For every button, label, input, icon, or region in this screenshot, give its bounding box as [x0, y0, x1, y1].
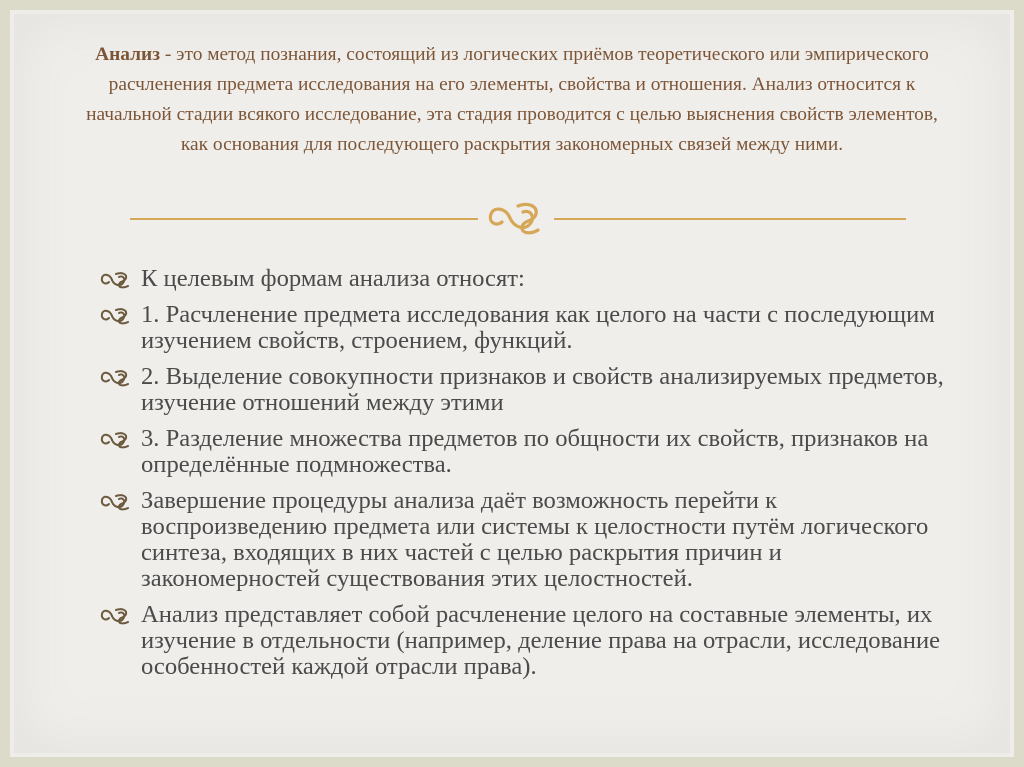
swirl-bullet-icon — [98, 270, 132, 290]
swirl-bullet-icon — [98, 306, 132, 326]
bullet-text: Анализ представляет собой расчленение целого на составные элементы, их изучение в отдельности (например, деление права на отрасли, исследование особенностей каждой отрасли права). — [141, 601, 941, 680]
title-term: Анализ — [95, 44, 161, 65]
swirl-bullet-icon — [98, 492, 132, 512]
slide-title — [84, 40, 940, 160]
bullet-text: К целевым формам анализа относят: — [141, 265, 525, 292]
bullet-list — [98, 266, 958, 690]
slide — [14, 14, 1010, 753]
bullet-text: 2. Выделение совокупности признаков и свойств анализируемых предметов, изучение отношений между этими — [141, 363, 944, 416]
bullet-item — [98, 426, 958, 478]
swirl-bullet-icon — [98, 430, 132, 450]
bullet-text: 3. Разделение множества предметов по общности их свойств, признаков на определённые подмножества. — [141, 425, 929, 478]
ornamental-divider — [130, 198, 906, 238]
bullet-item — [98, 488, 958, 592]
swirl-bullet-icon — [98, 606, 132, 626]
bullet-item — [98, 602, 958, 680]
swirl-ornament-icon — [480, 198, 552, 238]
bullet-item — [98, 302, 958, 354]
title-end: . — [838, 134, 844, 155]
bullet-item — [98, 364, 958, 416]
bullet-item — [98, 266, 958, 292]
bullet-text: Завершение процедуры анализа даёт возможность перейти к воспроизведению предмета или системы к целостности путём логического синтеза, входящих в них частей с целью раскрытия причин и закономерностей существования этих целостностей. — [141, 487, 929, 592]
title-definition: - это метод познания, состоящий из логических приёмов теоретического или эмпирического расчленения предмета исследования на его элементы, свойства и отношения. Анализ относится к начальной стадии всякого исследование, эта стадия проводится с целью выяснения свойств элементов, как основания для последующего раскрытия закономерных связей между ними — [86, 44, 938, 155]
divider-line-right — [554, 218, 906, 220]
bullet-text: 1. Расчленение предмета исследования как целого на части с последующим изучением свойств, строением, функций. — [141, 301, 935, 354]
swirl-bullet-icon — [98, 368, 132, 388]
divider-line-left — [130, 218, 478, 220]
